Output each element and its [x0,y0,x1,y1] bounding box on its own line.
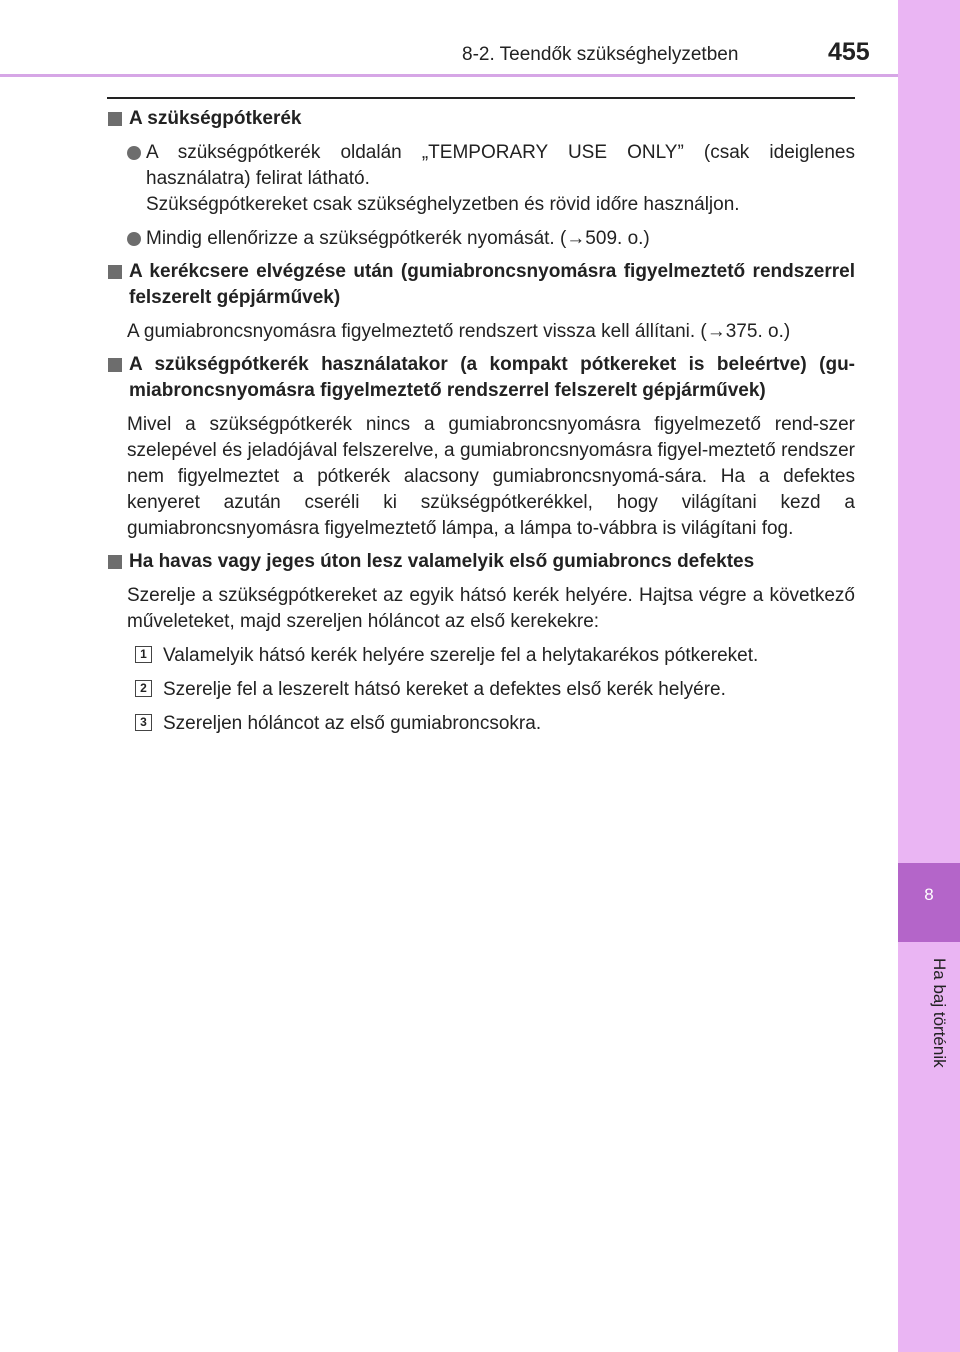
page-number: 455 [828,38,870,66]
square-bullet-icon [108,555,122,569]
chapter-title: Ha baj történik [930,958,949,1068]
section-body: A gumiabroncsnyomásra figyelmeztető rendszert vissza kell állítani. (→375. o.) [127,321,791,342]
header-section-title: 8-2. Teendők szükséghelyzetben [462,44,739,65]
bullet-text: A szükségpótkerék oldalán „TEMPORARY USE ONLY” (csak ideiglenes használatra) felirat látható. [146,142,855,189]
section-heading-text: A kerékcsere elvégzése után (gumiabroncsnyomásra figyelmeztető rendszerrel felszerelt gépjárművek) [129,261,855,308]
content-top-rule [107,97,855,99]
list-item [107,226,855,252]
section-body: Szerelje a szükségpótkereket az egyik hátsó kerék helyére. Hajtsa végre a következő műveleteket, majd szereljen hóláncot az első kerekekre: [127,585,855,632]
step-item [107,643,855,669]
step-text: Valamelyik hátsó kerék helyére szerelje fel a helytakarékos pótkereket. [163,645,759,666]
side-tab-strip [898,0,960,1352]
step-number: 2 [135,680,152,697]
bullet-text: Mindig ellenőrizze a szükségpótkerék nyomását. (→509. o.) [146,228,650,249]
step-number: 3 [135,714,152,731]
section-body: Mivel a szükségpótkerék nincs a gumiabroncsnyomásra figyelmezető rend-szer szelepével és jeladójával felszerelve, a gumiabroncsnyomásra figyel-meztető rendszer nem figyelmeztet a pótkerék alacsony gumiabroncsnyomá-sára. Ha a defektes kenyeret azután cseréli ki szükségpótkerékkel, hogy világítani kezd a gumiabroncsnyomásra figyelmeztető lámpa, a lámpa to-vábbra is világítani fog. [127,414,855,539]
chapter-number: 8 [924,885,934,904]
page-content [107,106,855,737]
list-item [107,140,855,218]
bullet-text-continued: Szükségpótkereket csak szükséghelyzetben és rövid időre használjon. [146,194,740,215]
header-divider [0,74,898,77]
section-heading-text: Ha havas vagy jeges úton lesz valamelyik első gumiabroncs defektes [129,551,755,572]
section-heading [107,259,855,311]
step-item [107,677,855,703]
circle-bullet-icon [127,232,141,246]
section-heading-text: A szükségpótkerék használatakor (a kompakt pótkereket is beleértve) (gu-miabroncsnyomásra figyelmeztető rendszerrel felszerelt gépjárművek) [129,354,855,401]
section-heading [107,352,855,404]
section-heading [107,549,855,575]
section-heading-text: A szükségpótkerék [129,108,302,129]
step-number: 1 [135,646,152,663]
square-bullet-icon [108,358,122,372]
circle-bullet-icon [127,146,141,160]
step-text: Szerelje fel a leszerelt hátsó kereket a defektes első kerék helyére. [163,679,726,700]
section-heading [107,106,855,132]
square-bullet-icon [108,112,122,126]
step-item [107,711,855,737]
step-text: Szereljen hóláncot az első gumiabroncsokra. [163,713,542,734]
square-bullet-icon [108,265,122,279]
